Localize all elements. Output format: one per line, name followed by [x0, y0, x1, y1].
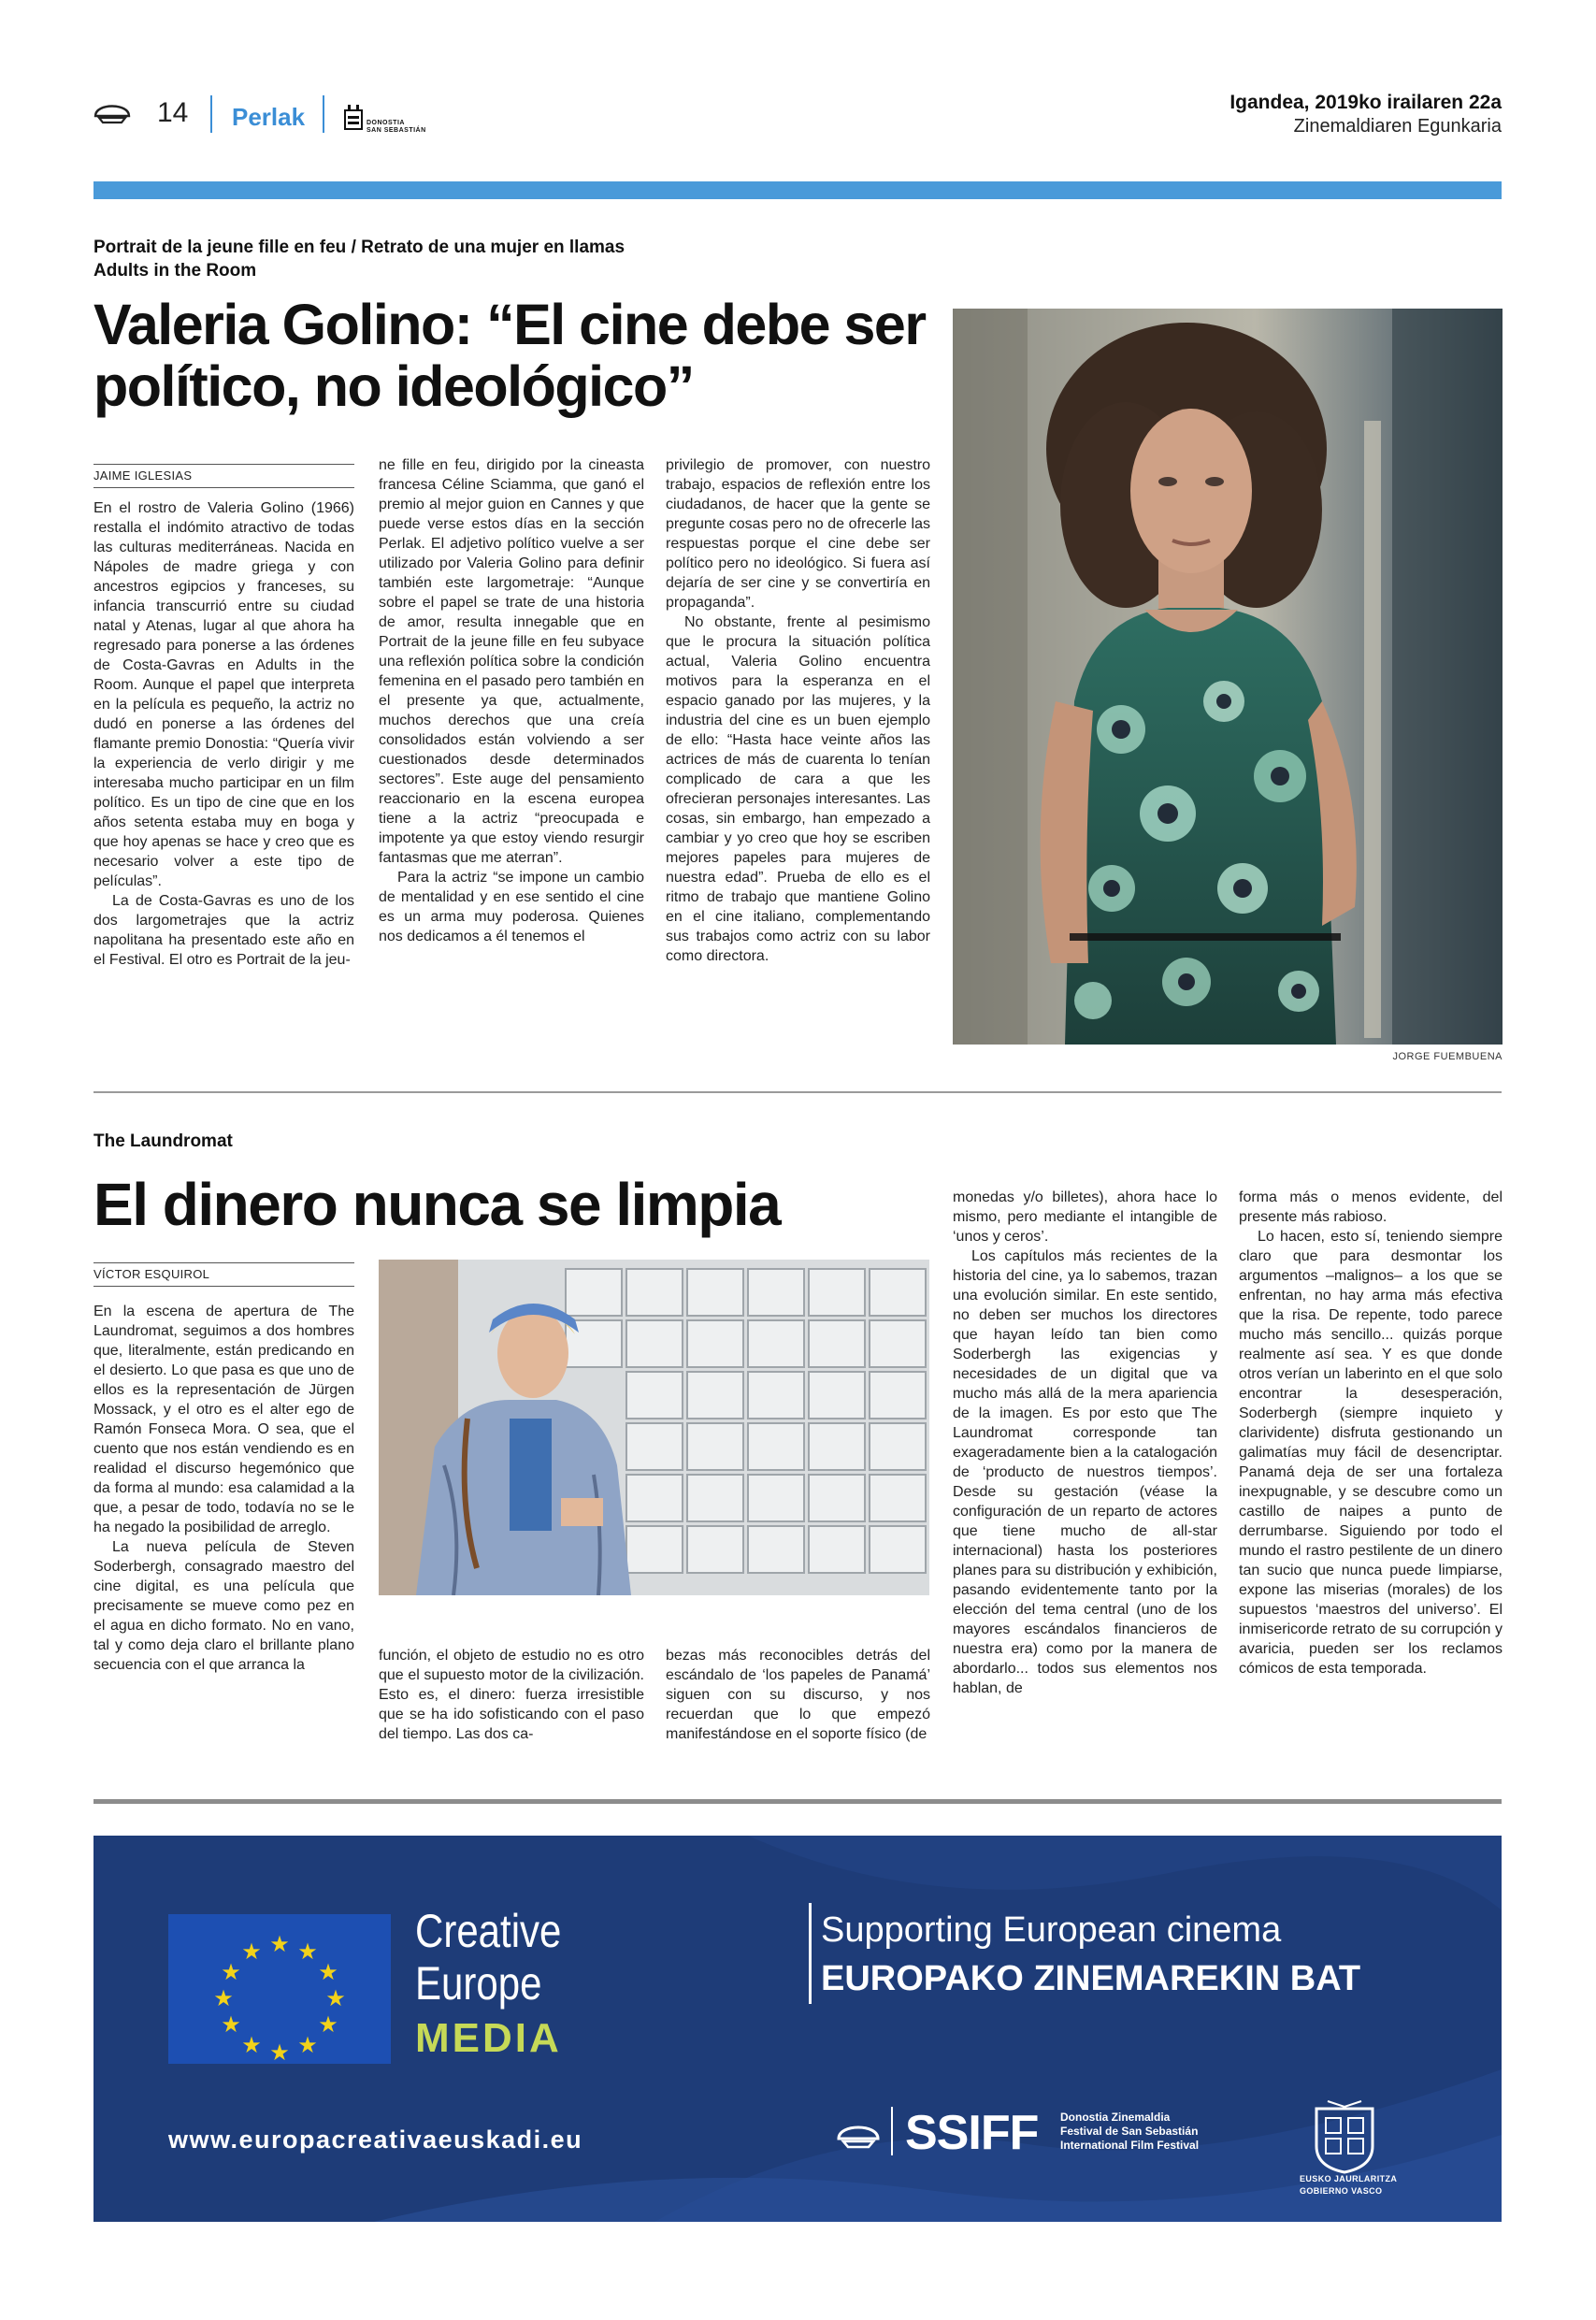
paragraph: forma más o menos evidente, del presente más rabioso.	[1239, 1189, 1503, 1225]
issue-date: Igandea, 2019ko irailaren 22a	[1229, 92, 1502, 113]
article1-headline: Valeria Golino: “El cine debe ser político, no ideológico”	[93, 293, 926, 418]
svg-text:★: ★	[269, 1931, 290, 1957]
media-label: MEDIA	[415, 2015, 562, 2061]
city-logo-text: SAN SEBASTIÁN	[367, 127, 426, 134]
valeria-golino-photo	[953, 309, 1503, 1045]
section-divider	[93, 1799, 1502, 1804]
svg-text:★: ★	[269, 2039, 290, 2064]
article1-column-2	[379, 455, 644, 1050]
city-crest-icon	[344, 103, 363, 131]
creative-europe-advertisement[interactable]	[93, 1836, 1502, 2222]
paragraph: función, el objeto de estudio no es otro que el supuesto motor de la civilización. Esto es, el dinero: fuerza irresistible que se ha ido sofisticando con el paso del tiempo. Las dos ca-	[379, 1648, 644, 1742]
article2-byline: VÍCTOR ESQUIROL	[93, 1262, 354, 1287]
svg-text:★: ★	[221, 2011, 241, 2038]
ssiff-logo: SSIFF	[905, 2106, 1039, 2160]
svg-text:★: ★	[325, 1985, 346, 2011]
creative-europe-title: Europe	[415, 1957, 542, 2010]
paragraph: La nueva película de Steven Soderbergh, consagrado maestro del cine digital, es una película que precisamente se mueve como pez en el agua en dicho formato. No en vano, tal y como deja claro el brillante plano secuencia con el que arranca la	[93, 1539, 354, 1673]
article1-column-3	[666, 455, 930, 1050]
ad-tagline: Supporting European cinema	[821, 1910, 1282, 1950]
kicker-line: Adults in the Room	[93, 261, 257, 281]
ssiff-divider	[891, 2107, 893, 2155]
svg-text:★: ★	[297, 1938, 318, 1965]
section-divider	[93, 1091, 1502, 1093]
paragraph: La de Costa-Gavras es uno de los dos largometrajes que la actriz napolitana ha presentado este año en el Festival. El otro es Portrait de la jeu-	[93, 893, 354, 968]
publication-name: Zinemaldiaren Egunkaria	[1293, 116, 1502, 137]
festival-name: Donostia Zinemaldia	[1060, 2111, 1171, 2124]
header-divider	[210, 95, 212, 133]
article1-kicker	[93, 236, 625, 282]
paragraph: Los capítulos más recientes de la historia del cine, ya lo sabemos, trazan una evolución similar. En este sentido, no deben ser muchos los directores que hayan leído tan bien como Soderbergh las exigencias y necesidades de un digital que va mucho más allá de la mera apariencia de la imagen. Es por esto que The Laundromat corresponde tan exageradamente bien a la catalogación de ‘producto de nuestros tiempos’. Desde su gestación (véase la configuración de un reparto de actores que tiene mucho de all-star internacional) hasta los posteriores planes para su distribución y exhibición, pasando evidentemente tanto por la elección del tema central (uno de los mayores escándalos financieros de nuestra era) como por la manera de abordarlo... todos sus elementos nos hablan, de	[953, 1248, 1217, 1696]
paragraph: ne fille en feu, dirigido por la cineasta francesa Céline Sciamma, que ganó el premio al mejor guion en Cannes y que puede verse estos días en la sección Perlak. El adjetivo político vuelve a ser utilizado por Valeria Golino para definir también este largometraje: “Aunque sobre el papel se trate de una historia de amor, resulta innegable que en Portrait de la jeune fille en feu subyace una reflexión política sobre la condición femenina en el pasado pero también en el presente ya que, actualmente, muchos derechos que una creía consolidados están volviendo a ser cuestionados desde determinados sectores”. Este auge del pensamiento reaccionario en la escena europea tiene a la actriz “preocupada e impotente ya que estoy viendo resurgir fantasmas que me aterran”.	[379, 457, 644, 866]
svg-text:★: ★	[297, 2032, 318, 2058]
article2-column-1	[93, 1302, 354, 1769]
svg-text:★: ★	[241, 2032, 262, 2058]
basque-government-crest-icon	[1307, 2099, 1382, 2174]
paragraph: monedas y/o billetes), ahora hace lo mismo, pero mediante el intangible de ‘unos y ceros’.	[953, 1189, 1217, 1245]
festival-name: Festival de San Sebastián	[1060, 2125, 1199, 2138]
paragraph: privilegio de promover, con nuestro trabajo, espacios de reflexión entre los ciudadanos, de hacer que la gente se pregunte cosas pero no de ofrecerle las respuestas porque el cine debe ser político pero no ideológico. Si fuera así dejaría de ser cine y se convertiría en propaganda”.	[666, 457, 930, 611]
article2-column-4	[953, 1188, 1217, 1767]
svg-text:★: ★	[213, 1985, 234, 2011]
article1-column-1	[93, 498, 354, 1050]
svg-text:★: ★	[318, 2011, 338, 2038]
section-name: Perlak	[232, 103, 306, 131]
eu-flag-icon	[168, 1914, 391, 2064]
svg-text:★: ★	[318, 1959, 338, 1985]
city-logo-text: DONOSTIA	[367, 120, 405, 126]
donostia-logo	[344, 97, 428, 137]
svg-text:★: ★	[221, 1959, 241, 1985]
article2-column-2	[379, 1646, 644, 1767]
paragraph: bezas más reconocibles detrás del escándalo de ‘los papeles de Panamá’ siguen con su discurso, y nos recuerdan que lo que empezó manifestándose en el soporte físico (de	[666, 1648, 930, 1742]
svg-text:★: ★	[241, 1938, 262, 1965]
laundromat-photo	[379, 1260, 929, 1595]
paragraph: En el rostro de Valeria Golino (1966) restalla el indómito atractivo de todas las culturas mediterráneas. Nacida en Nápoles de madre griega y con ancestros egipcios y franceses, su infancia transcurrió entre su ciudad natal y Atenas, lugar al que ahora ha regresado para ponerse a las órdenes de Costa-Gavras en Adults in the Room. Aunque el papel que interpreta en la película es pequeño, la actriz no dudó en ponerse a las órdenes del flamante premio Donostia: “Quería vivir la experiencia de verlo dirigir y me interesaba mucho participar en un film político. Es un tipo de cine que en los años setenta estaba muy en boga y que hoy apenas se hace y creo que es necesario volver a este tipo de películas”.	[93, 500, 354, 889]
festival-shell-icon	[836, 2118, 881, 2150]
kicker-line: Portrait de la jeune fille en feu / Retrato de una mujer en llamas	[93, 238, 625, 257]
paragraph: Para la actriz “se impone un cambio de mentalidad y en ese sentido el cine es un arma muy poderosa. Quienes nos dedicamos a él tenemos el	[379, 870, 644, 944]
festival-name: International Film Festival	[1060, 2139, 1200, 2152]
article2-headline: El dinero nunca se limpia	[93, 1171, 781, 1238]
article1-byline: JAIME IGLESIAS	[93, 464, 354, 488]
ad-divider	[809, 1903, 812, 2004]
government-name: GOBIERNO VASCO	[1300, 2186, 1383, 2196]
header-divider	[323, 95, 324, 133]
article2-column-3	[666, 1646, 930, 1767]
paragraph: No obstante, frente al pesimismo que le procura la situación política actual, Valeria Golino encuentra motivos para la esperanza en el espacio ganado por las mujeres, y la industria del cine es un buen ejemplo de ello: “Hasta hace veinte años las actrices de más de cuarenta lo tenían complicado de cara a que les ofrecieran personajes interesantes. Las cosas, sin embargo, han empezado a cambiar y yo creo que hoy se escriben mejores papeles para mujeres de nuestra edad”. Prueba de ello es el ritmo de trabajo que mantiene Golino en el cine italiano, complementando sus trabajos como actriz con su labor como directora.	[666, 614, 930, 964]
header-color-bar	[93, 181, 1502, 199]
article2-column-5	[1239, 1188, 1503, 1767]
ad-tagline-basque: EUROPAKO ZINEMAREKIN BAT	[821, 1959, 1361, 1998]
government-name: EUSKO JAURLARITZA	[1300, 2174, 1398, 2183]
ad-url-link[interactable]: www.europacreativaeuskadi.eu	[168, 2125, 583, 2154]
page-number: 14	[157, 97, 189, 128]
paragraph: Lo hacen, esto sí, teniendo siempre claro que para desmontar los argumentos –malignos– a los que se enfrentan, no hay arma más efectiva que la risa. De repente, todo parece mucho más sencillo... quizás porque realmente así sea. Y es que donde otros verían un laberinto en el que solo encontrar la desesperación, Soderbergh (siempre inquieto y clarividente) disfruta gestionando un galimatías muy fácil de desencriptar. Panamá deja de ser una fortaleza inexpugnable, y se descubre como un castillo de naipes a punto de derrumbarse. Siguiendo por todo el mundo el rastro pestilente de un dinero tan sucio que nunca puede limpiarse, expone las miserias (morales) de los supuestos ‘maestros del universo’. El inmisericorde retrato de su corrupción y avaricia, pueden ser los reclamos cómicos de esta temporada.	[1239, 1229, 1503, 1677]
paragraph: En la escena de apertura de The Laundromat, seguimos a dos hombres que, literalmente, están predicando en el desierto. Lo que pasa es que uno de ellos es la representación de Jürgen Mossack, y el otro es el alter ego de Ramón Fonseca Mora. O sea, que el cuento que nos están vendiendo es en realidad el discurso hegemónico que da forma al mundo: esa calamidad a la que, a pesar de todo, todavía no se le ha negado la posibilidad de arreglo.	[93, 1304, 354, 1535]
creative-europe-title: Creative	[415, 1905, 562, 1957]
festival-shell-icon	[93, 97, 131, 125]
photo-credit: JORGE FUEMBUENA	[1392, 1051, 1503, 1062]
article2-kicker: The Laundromat	[93, 1131, 233, 1151]
